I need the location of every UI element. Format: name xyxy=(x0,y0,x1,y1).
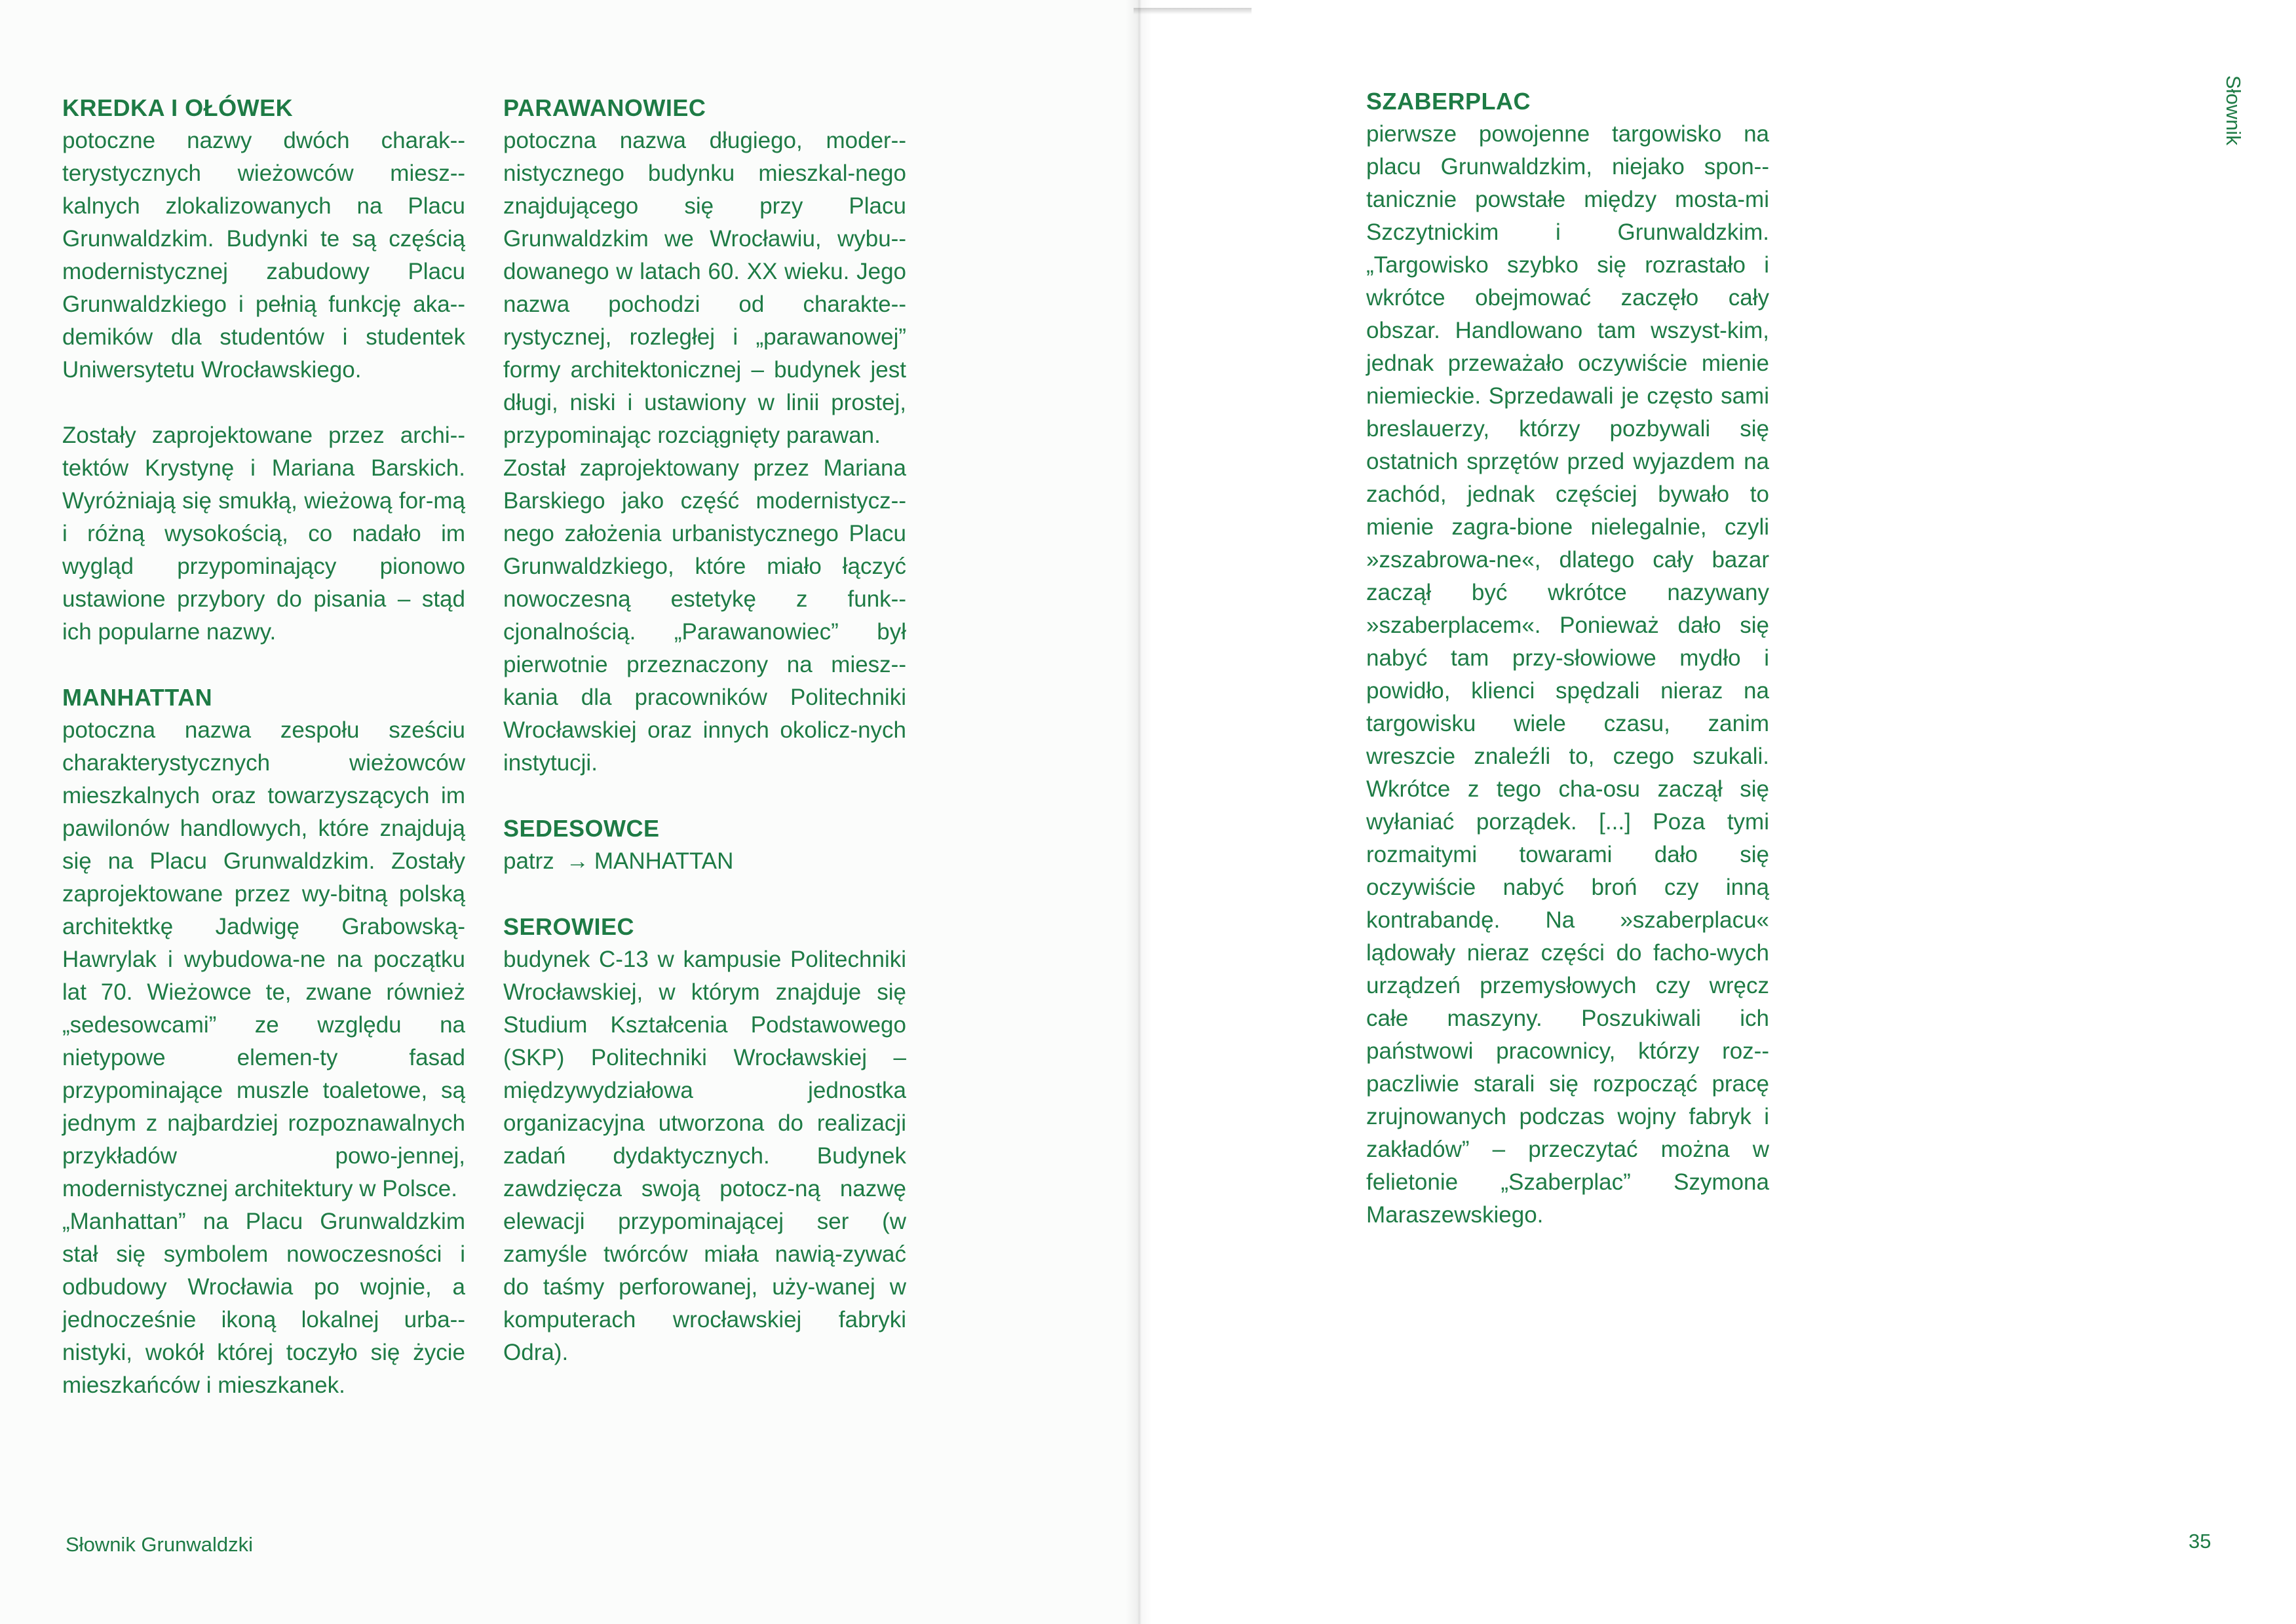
left-column-2 xyxy=(503,92,906,1369)
entry-term-manhattan: MANHATTAN xyxy=(62,684,213,711)
cross-reference xyxy=(503,845,906,878)
book-gutter xyxy=(1126,0,1152,1624)
entry-definition: Został zaprojektowany przez Mariana Barskiego jako część modernistycz-nego założenia urbanistycznego Placu Grunwaldzkiego, które miało łączyć nowoczesną estetykę z funk-cjonalnością. „Parawanowiec” był pierwotnie przeznaczony na miesz-kania dla pracowników Politechniki Wrocławskiej oraz innych okolicz-nych instytucji. xyxy=(503,455,906,776)
footer-title: Słownik Grunwaldzki xyxy=(66,1533,253,1556)
running-head xyxy=(2222,75,2274,161)
entry-definition: potoczna nazwa długiego, moder-nistycznego budynku mieszkal-nego znajdującego się przy Placu Grunwaldzkim we Wrocławiu, wybu-dowanego w latach 60. XX wieku. Jego nazwa pochodzi od charakte-rystycznej, rozległej i „parawanowej” formy architektonicznej – budynek jest długi, niski i ustawiony w linii prostej, przypominając rozciągnięty parawan. xyxy=(503,128,906,448)
entry-definition: „Manhattan” na Placu Grunwaldzkim stał się symbolem nowoczesności i odbudowy Wrocławia po wojnie, a jednocześnie ikoną lokalnej urba-nistyki, wokół której toczyło się życie mieszkańców i mieszkanek. xyxy=(62,1209,465,1398)
entry-definition: Zostały zaprojektowane przez archi-tektów Krystynę i Mariana Barskich. Wyróżniają się smukłą, wieżową for-mą i różną wysokością, co nadało im wygląd przypominający pionowo ustawione przybory do pisania – stąd ich popularne nazwy. xyxy=(62,423,465,645)
page-edge-shadow xyxy=(1134,8,1252,14)
entry-definition: budynek C-13 w kampusie Politechniki Wrocławskiej, w którym znajduje się Studium Kształcenia Podstawowego (SKP) Politechniki Wrocławskiej – międzywydziałowa jednostka organizacyjna utworzona do realizacji zadań dydaktycznych. Budynek zawdzięcza swoją potocz-ną nazwę elewacji przypominającej ser (w zamyśle twórców miała nawią-zywać do taśmy perforowanej, uży-wanej w komputerach wrocławskiej fabryki Odra). xyxy=(503,947,906,1365)
page-number: 35 xyxy=(2189,1530,2211,1553)
cross-reference-prefix: patrz xyxy=(503,848,554,874)
entry-definition: potoczne nazwy dwóch charak-terystycznych wieżowców miesz-kalnych zlokalizowanych na Placu Grunwaldzkim. Budynki te są częścią modernistycznej zabudowy Placu Grunwaldzkiego i pełnią funkcję aka-demików dla studentów i studentek Uniwersytetu Wrocławskiego. xyxy=(62,128,465,383)
left-column-1 xyxy=(62,92,465,1402)
entry-definition: potoczna nazwa zespołu sześciu charakterystycznych wieżowców mieszkalnych oraz towarzyszących im pawilonów handlowych, które znajdują się na Placu Grunwaldzkim. Zostały zaprojektowane przez wy-bitną polską architektkę Jadwigę Grabowską-Hawrylak i wybudowa-ne na początku lat 70. Wieżowce te, zwane również „sedesowcami” ze względu na nietypowe elemen-ty fasad przypominające muszle toaletowe, są jednym z najbardziej rozpoznawalnych przykładów powo-jennej, modernistycznej architektury w Polsce. xyxy=(62,717,465,1201)
running-head-label: Słownik xyxy=(2222,75,2245,145)
cross-reference-target: MANHATTAN xyxy=(594,848,734,874)
entry-term-kredka-i-olowek: KREDKA I OŁÓWEK xyxy=(62,94,294,121)
entry-term-sedesowce: SEDESOWCE xyxy=(503,815,660,842)
right-column xyxy=(1366,85,1769,1232)
entry-term-parawanowiec: PARAWANOWIEC xyxy=(503,94,706,121)
arrow-right-icon: → xyxy=(565,848,589,874)
entry-definition: pierwsze powojenne targowisko na placu Grunwaldzkim, niejako spon-tanicznie powstałe między mosta-mi Szczytnickim i Grunwaldzkim. „Targowisko szybko się rozrastało i wkrótce obejmować zaczęło cały obszar. Handlowano tam wszyst-kim, jednak przeważało oczywiście mienie niemieckie. Sprzedawali je często sami breslauerzy, którzy pozbywali się ostatnich sprzętów przed wyjazdem na zachód, jednak częściej bywało to mienie zagra-bione nielegalnie, czyli »zszabrowa-ne«, dlatego cały bazar zaczął być wkrótce nazywany »szaberplacem«. Ponieważ dało się nabyć tam przy-słowiowe mydło i powidło, klienci spędzali nieraz na targowisku wiele czasu, zanim wreszcie znaleźli to, czego szukali. Wkrótce z tego cha-osu zaczął się wyłaniać porządek. [...] Poza tymi rozmaitymi towarami dało się oczywiście nabyć broń czy inną kontrabandę. Na »szaberplacu« lądowały nieraz części do facho-wych urządzeń przemysłowych czy wręcz całe maszyny. Poszukiwali ich państwowi pracownicy, którzy roz-paczliwie starali się rozpocząć pracę zrujnowanych podczas wojny fabryk i zakładów” – przeczytać można w felietonie „Szaberplac” Szymona Maraszewskiego. xyxy=(1366,121,1769,1228)
entry-term-szaberplac: SZABERPLAC xyxy=(1366,88,1531,115)
entry-term-serowiec: SEROWIEC xyxy=(503,913,635,940)
